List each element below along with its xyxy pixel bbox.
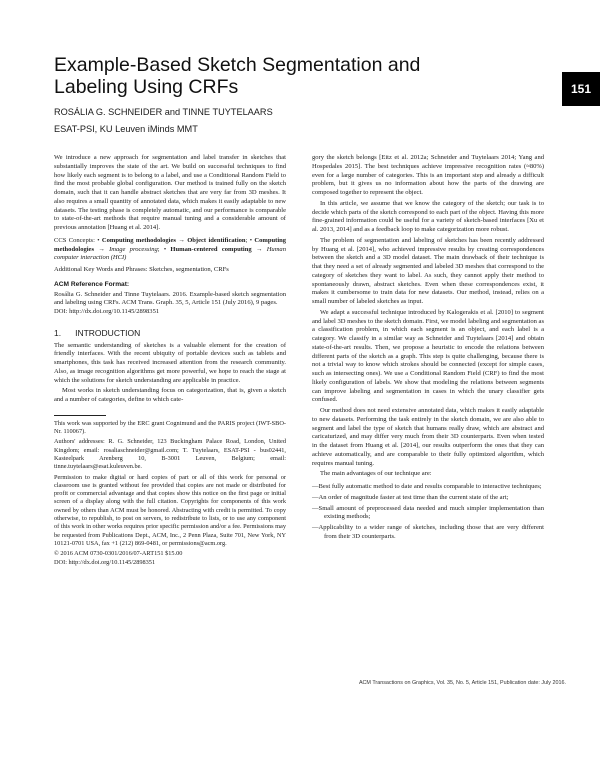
list-item: —Small amount of preprocessed data needed and much simpler implementation than existing methods; <box>312 504 544 521</box>
ccs-arrow: → <box>98 245 105 253</box>
ccs-bullet: • <box>97 236 100 244</box>
body-paragraph: The problem of segmentation and labeling of sketches has been recently addressed by Huang et al. [2014], who achieved impressive results by creating correspondences between the sketch and a 3D model dataset. The main drawback of their technique is that they need a set of already segmented and labeled 3D meshes that correspond to the category of sketches they want to label. As such, they cannot apply their method to spontaneously drawn, abstract sketches. Even when these correspondences exist, it makes it cumbersome to train data for new datasets. Our method, instead, relies on a small number of labeled sketches as input. <box>312 236 544 305</box>
footnote-funding: This work was supported by the ERC grant Cognimund and the PARIS project (IWT-SBO-Nr. 110067). <box>54 419 286 436</box>
ccs-arrow: → <box>178 236 185 244</box>
ccs-bullet: • <box>163 245 167 253</box>
keywords: Additional Key Words and Phrases: Sketches, segmentation, CRFs <box>54 266 229 273</box>
footnote-addresses: Authors' addresses: R. G. Schneider, 123 Buckingham Palace Road, London, United Kingdom; email: rosaliaschneider@gmail.com; T. Tuytelaars, ESAT-PSI - bus02441, Kasteelpark Arenberg 10, B-3001 Leuven, Belgium; email: tinne.tuytelaars@esat.kuleuven.be. <box>54 438 286 471</box>
body-paragraph: We adapt a successful technique introduced by Kalogerakis et al. [2010] to segment and label 3D meshes to the sketch domain. First, we model labeling and segmentation as a classification problem, in which each segment is an object, and each label is a category. We classify in a similar way as Schneider and Tuytelaars [2014] and obtain state-of-the-art results. Then, we propose a heuristic to encode the relations between different parts of the sketch as a graph. This step is quite challenging, because there is not a trivial way to know which strokes should be connected (except for simple cases, such as intersecting ones). We use a Conditional Random Field (CRF) to find the most likely configuration of labels. We show that modeling the relations between segments can improve labeling and segmentation in cases in which the unary classifier gets confused. <box>312 308 544 404</box>
author-affiliation: ESAT-PSI, KU Leuven iMinds MMT <box>54 124 198 134</box>
ccs-main: Computing methodologies <box>101 236 176 244</box>
ccs-sub: Object identification <box>187 236 246 244</box>
ccs-sub: Human computer interaction (HCI) <box>54 245 286 262</box>
ccs-sep: ; <box>245 236 248 244</box>
author-block <box>54 104 273 138</box>
body-paragraph: Our method does not need extensive annotated data, which makes it easily adaptable to new datasets. Performing the task entirely in the sketch domain, we are also able to segment and label the type of sketch that humans really draw, which are abstract and caricaturized, and may differ very much from their 3D counterparts. Even when tested in the dataset from Huang et al. [2014], our results outperform the ones that they can achieve automatically, and are comparable to their fully optimized algorithm, which requires manual tuning. <box>312 407 544 467</box>
reference-format-text: Rosália G. Schneider and Tinne Tuytelaars. 2016. Example-based sketch segmentation and labeling using CRFs. ACM Trans. Graph. 35, 5, Article 151 (July 2016), 9 pages. <box>54 290 286 307</box>
intro-paragraph: Most works in sketch understanding focus on categorization, that is, given a sketch and a number of categories, define to which cate- <box>54 387 286 403</box>
reference-format-doi <box>54 308 286 317</box>
advantages-list <box>312 483 544 542</box>
page-footer: ACM Transactions on Graphics, Vol. 35, No. 5, Article 151, Publication date: July 2016. <box>358 680 566 686</box>
footnote-doi: DOI: http://dx.doi.org/10.1145/2898351 <box>54 558 156 566</box>
doi-link[interactable]: DOI: http://dx.doi.org/10.1145/2898351 <box>54 308 160 315</box>
abstract: We introduce a new approach for segmentation and label transfer in sketches that substantially improves the state of the art. We build on successful techniques to find how likely each segment is to belong to a label, and use a Conditional Random Field to find the most probable global configuration. Our method is trained fully on the sketch domain, such that it can handle abstract sketches that are very far from 3D meshes. It also requires a small quantity of annotated data, which makes it easily adaptable to new datasets. The testing phase is completely automatic, and our performance is comparable to state-of-the-art methods that require manual tuning and a considerable amount of previous annotation [Huang et al. 2014]. <box>54 154 286 231</box>
footnote-copyright: © 2016 ACM 0730-0301/2016/07-ART151 $15.00 <box>54 550 183 558</box>
body-paragraph: The main advantages of our technique are: <box>320 470 432 478</box>
footnote-permission: Permission to make digital or hard copies of part or all of this work for personal or classroom use is granted without fee provided that copies are not made or distributed for profit or commercial advantage and that copies show this notice on the first page or initial screen of a display along with the full citation. Copyrights for components of this work owned by others than ACM must be honored. Abstracting with credit is permitted. To copy otherwise, to republish, to post on servers, to redistribute to lists, or to use any component of this work in other works requires prior specific permission and/or a fee. Permissions may be requested from Publications Dept., ACM, Inc., 2 Penn Plaza, Suite 701, New York, NY 10121-0701 USA, fax +1 (212) 869-0481, or permissions@acm.org. <box>54 473 286 547</box>
ccs-sub: Image processing <box>109 245 158 253</box>
list-item: —Best fully automatic method to date and results comparable to interactive techniques; <box>312 483 542 490</box>
right-column <box>312 154 544 544</box>
paper-title: Example-Based Sketch Segmentation and Labeling Using CRFs <box>54 54 421 98</box>
ccs-sep: ; <box>157 245 160 253</box>
body-paragraph: In this article, we assume that we know the category of the sketch; our task is to decide which parts of the sketch correspond to each part of the object. Having this more fine-grained information could be useful for a variety of sketch-based interfaces [Xu et al. 2013, 2014] and as a feedback loop to make categorization more robust. <box>312 199 544 233</box>
intro-paragraph: The semantic understanding of sketches is a valuable element for the creation of friendly interfaces. With the recent ubiquity of portable devices such as tablets and smartphones, this task has received increased attention from the research community. Also, as image recognition algorithms get more powerful, we hope to reach the stage at which the solutions for sketch understanding are applicable in practice. <box>54 341 286 384</box>
reference-format-heading: ACM Reference Format: <box>54 280 130 288</box>
page-number-tab: 151 <box>562 72 600 106</box>
list-item: —Applicability to a wider range of sketches, including those that are very different from their 3D counterparts. <box>312 524 544 540</box>
section-number: 1. <box>54 327 62 338</box>
footnote-rule <box>54 415 106 416</box>
ccs-main: Human-centered computing <box>170 245 252 253</box>
section-title: INTRODUCTION <box>75 327 141 338</box>
ccs-concepts <box>54 237 286 263</box>
ccs-bullet: • <box>249 236 253 244</box>
section-heading-introduction <box>54 329 286 338</box>
body-paragraph: gory the sketch belongs [Eitz et al. 2012a; Schneider and Tuytelaars 2014; Yang and Hospedales 2015]. The best techniques achieve impressive recognition rates (≈80%) even for a large number of categories. This is an important step and already a difficult problem, but it gives us no information about how the parts of the drawing are composed together to represent the object. <box>312 154 544 196</box>
list-item: —An order of magnitude faster at test time than the current state of the art; <box>312 493 509 501</box>
ccs-main: Computing methodologies <box>54 236 287 253</box>
ccs-arrow: → <box>255 245 263 253</box>
footnotes <box>54 420 286 567</box>
author-names: ROSÁLIA G. SCHNEIDER and TINNE TUYTELAARS <box>54 107 273 117</box>
ccs-label: CCS Concepts: <box>54 236 95 244</box>
left-column <box>54 154 286 569</box>
